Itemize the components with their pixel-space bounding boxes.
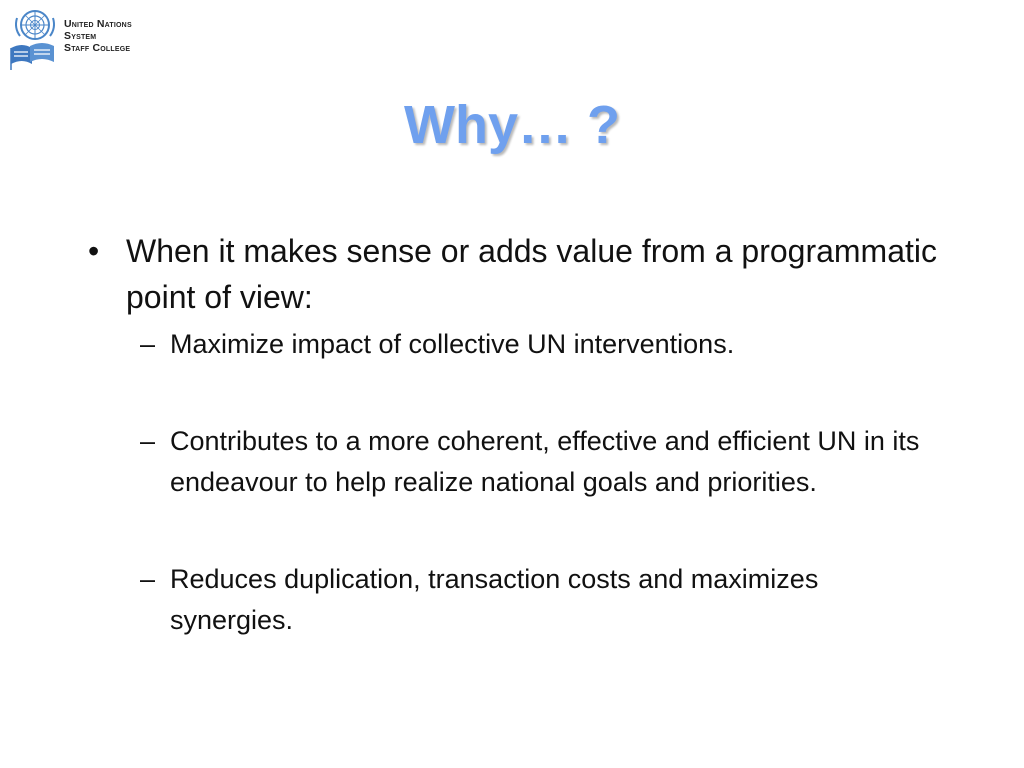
sub-bullet-item bbox=[88, 324, 948, 365]
slide-body bbox=[88, 228, 948, 641]
sub-bullet-item bbox=[88, 421, 948, 503]
slide-title: Why… ? bbox=[404, 95, 620, 155]
sub-bullet-item bbox=[88, 559, 948, 641]
sub-bullet-text: Contributes to a more coherent, effective and efficient UN in its endeavour to help realize national goals and priorities. bbox=[170, 426, 920, 497]
logo-wordmark bbox=[64, 18, 176, 54]
bullet-marker: • bbox=[88, 233, 100, 269]
sub-bullet-list bbox=[88, 324, 948, 641]
sub-bullet-marker: – bbox=[140, 329, 156, 359]
logo-line-2: System bbox=[64, 30, 97, 42]
bullet-text: When it makes sense or adds value from a programmatic point of view: bbox=[126, 233, 937, 315]
sub-bullet-marker: – bbox=[140, 564, 156, 594]
unssc-logo bbox=[8, 8, 178, 70]
sub-bullet-text: Reduces duplication, transaction costs and maximizes synergies. bbox=[170, 564, 819, 635]
logo-line-3: Staff College bbox=[64, 42, 131, 54]
un-emblem-icon bbox=[8, 8, 62, 70]
sub-bullet-marker: – bbox=[140, 426, 156, 456]
logo-line-1: United Nations bbox=[64, 18, 132, 30]
sub-bullet-text: Maximize impact of collective UN interventions. bbox=[170, 329, 735, 359]
bullet-item bbox=[88, 228, 948, 320]
